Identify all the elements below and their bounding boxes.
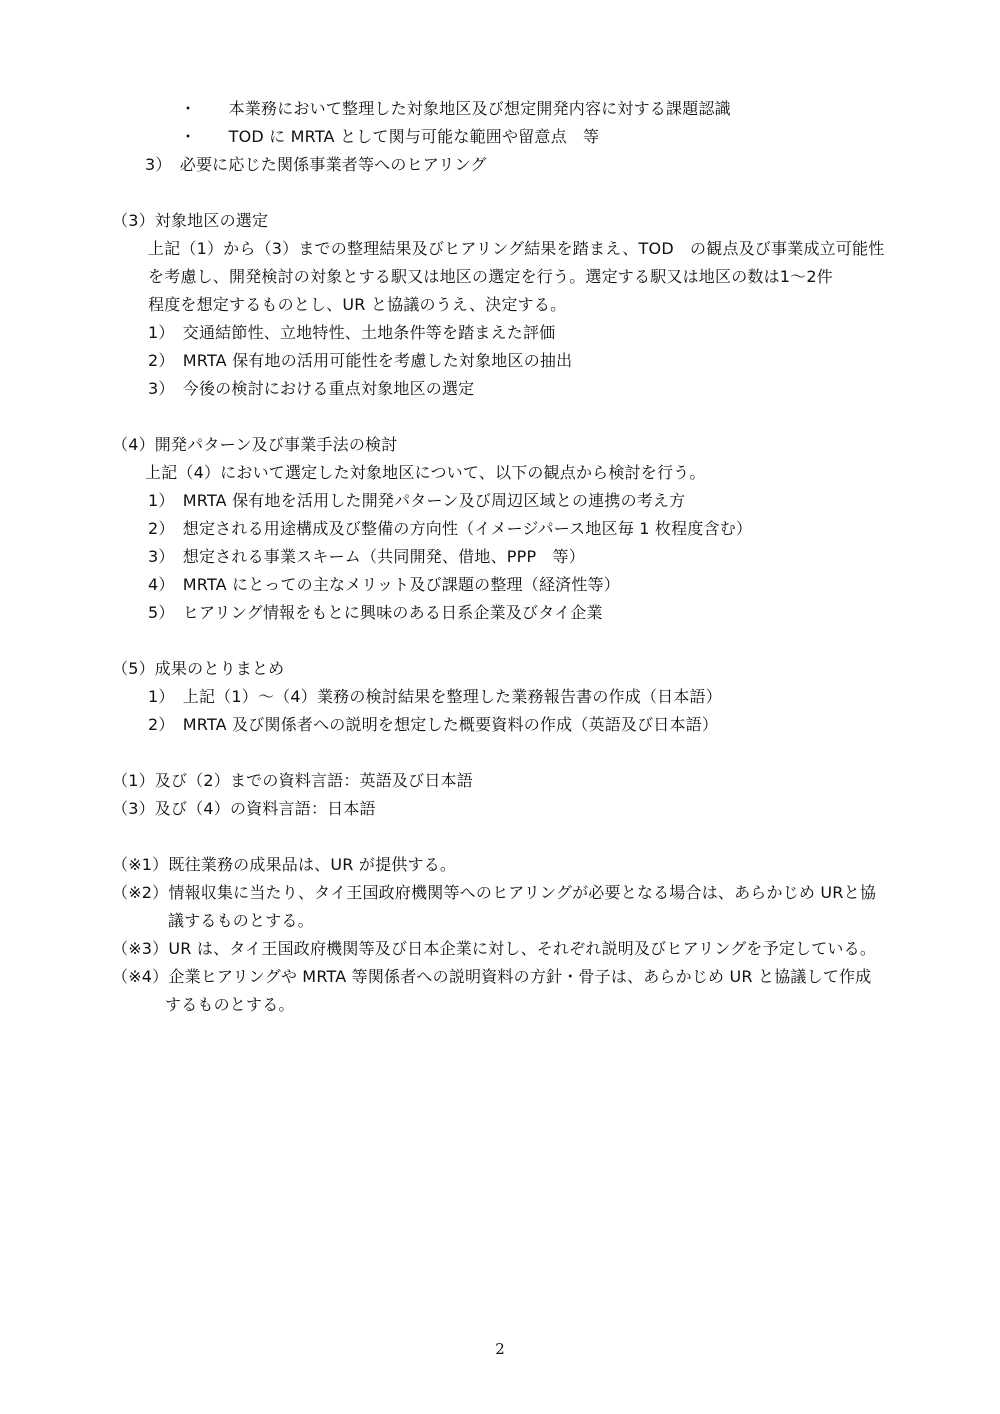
section-3-item-3: 3） 今後の検討における重点対象地区の選定 <box>148 379 475 398</box>
language-note-2: （3）及び（4）の資料言語：日本語 <box>112 799 376 818</box>
footnote-4-line-2: するものとする。 <box>165 995 295 1014</box>
section-3-paragraph-line-1: 上記（1）から（3）までの整理結果及びヒアリング結果を踏まえ、TOD の観点及び事業成立可能性 <box>148 239 885 258</box>
footnote-1: （※1）既往業務の成果品は、UR が提供する。 <box>112 855 457 874</box>
item-hearing: 3） 必要に応じた関係事業者等へのヒアリング <box>145 155 487 174</box>
section-4-item-4: 4） MRTA にとっての主なメリット及び課題の整理（経済性等） <box>148 575 620 594</box>
section-heading-3: （3）対象地区の選定 <box>112 211 269 230</box>
footnote-2-line-1: （※2）情報収集に当たり、タイ王国政府機関等へのヒアリングが必要となる場合は、あらかじめ URと協 <box>112 883 877 902</box>
section-3-paragraph-line-2: を考慮し、開発検討の対象とする駅又は地区の選定を行う。選定する駅又は地区の数は1～2件 <box>148 267 833 286</box>
footnote-2-line-2: 議するものとする。 <box>168 911 314 930</box>
section-3-item-2: 2） MRTA 保有地の活用可能性を考慮した対象地区の抽出 <box>148 351 573 370</box>
section-3-paragraph-line-3: 程度を想定するものとし、UR と協議のうえ、決定する。 <box>148 295 567 314</box>
section-3-item-1: 1） 交通結節性、立地特性、土地条件等を踏まえた評価 <box>148 323 556 342</box>
section-4-item-1: 1） MRTA 保有地を活用した開発パターン及び周辺区域との連携の考え方 <box>148 491 686 510</box>
bullet-tod-scope: ・ TOD に MRTA として関与可能な範囲や留意点 等 <box>180 127 600 146</box>
section-heading-4: （4）開発パターン及び事業手法の検討 <box>112 435 398 454</box>
section-5-item-1: 1） 上記（1）～（4）業務の検討結果を整理した業務報告書の作成（日本語） <box>148 687 722 706</box>
section-4-intro: 上記（4）において選定した対象地区について、以下の観点から検討を行う。 <box>145 463 706 482</box>
section-5-item-2: 2） MRTA 及び関係者への説明を想定した概要資料の作成（英語及び日本語） <box>148 715 719 734</box>
bullet-issue-awareness: ・ 本業務において整理した対象地区及び想定開発内容に対する課題認識 <box>180 99 731 118</box>
section-4-item-5: 5） ヒアリング情報をもとに興味のある日系企業及びタイ企業 <box>148 603 603 622</box>
page-number: 2 <box>495 1340 505 1358</box>
language-note-1: （1）及び（2）までの資料言語：英語及び日本語 <box>112 771 473 790</box>
section-4-item-2: 2） 想定される用途構成及び整備の方向性（イメージパース地区毎 1 枚程度含む） <box>148 519 753 538</box>
footnote-4-line-1: （※4）企業ヒアリングや MRTA 等関係者への説明資料の方針・骨子は、あらかじめ UR と協議して作成 <box>112 967 872 986</box>
footnote-3: （※3）UR は、タイ王国政府機関等及び日本企業に対し、それぞれ説明及びヒアリングを予定している。 <box>112 939 877 958</box>
section-heading-5: （5）成果のとりまとめ <box>112 659 285 678</box>
section-4-item-3: 3） 想定される事業スキーム（共同開発、借地、PPP 等） <box>148 547 585 566</box>
